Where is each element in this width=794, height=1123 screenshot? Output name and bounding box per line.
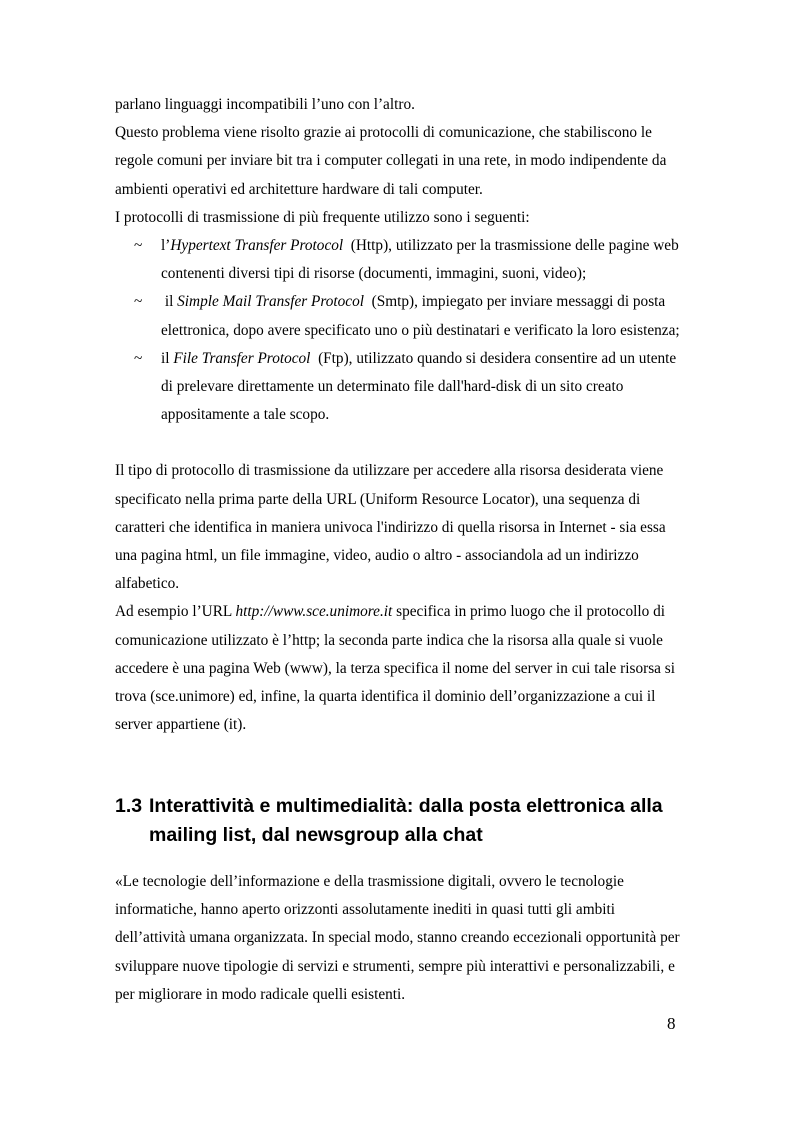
list-item-prefix: l’ [161, 237, 171, 255]
example-url: http://www.sce.unimore.it [235, 603, 393, 621]
paragraph-quote: «Le tecnologie dell’informazione e della trasmissione digitali, ovvero le tecnologie informatiche, hanno aperto orizzonti assolutamente inediti in quasi tutti gli ambiti dell’attività umana organizzata. In special modo, stanno creando eccezionali opportunità per sviluppare nuove tipologie di servizi e strumenti, sempre più interattivi e personalizzabili, e per migliorare in modo radicale quelli esistenti. [115, 873, 680, 1003]
paragraph-url-explanation: Il tipo di protocollo di trasmissione da utilizzare per accedere alla risorsa desiderata viene specificato nella prima parte della URL (Uniform Resource Locator), una sequenza di caratteri che identifica in maniera univoca l'indirizzo di quella risorsa in Internet - sia essa una pagina html, un file immagine, video, audio o altro - associandola ad un indirizzo alfabetico. [115, 462, 666, 593]
paragraph-protocols-intro: Questo problema viene risolto grazie ai protocolli di comunicazione, che stabiliscono le regole comuni per inviare bit tra i computer collegati in una rete, in modo indipendente da ambienti operativi ed architetture hardware di tali computer. [115, 124, 667, 198]
protocol-name: File Transfer Protocol [173, 349, 311, 367]
paragraph-url-example [115, 598, 685, 739]
list-item-text: (Smtp), impiegato per inviare messaggi di posta elettronica, dopo avere specificato uno o più destinatari e verificato la loro esistenza; [161, 293, 680, 339]
url-example-prefix: Ad esempio l’URL [115, 603, 236, 621]
paragraph-protocols-list-intro: I protocolli di trasmissione di più frequente utilizzo sono i seguenti: [115, 208, 530, 226]
section-title: Interattività e multimedialità: dalla posta elettronica alla mailing list, dal newsgroup alla chat [149, 795, 663, 846]
url-example-text: specifica in primo luogo che il protocollo di comunicazione utilizzato è l’http; la seconda parte indica che la risorsa alla quale si vuole accedere è una pagina Web (www), la terza specifica il nome del server in cui tale risorsa si trova (sce.unimore) ed, infine, la quarta identifica il dominio dell’organizzazione a cui il server appartiene (it). [115, 603, 679, 734]
section-number: 1.3 [115, 795, 143, 817]
document-body [115, 91, 685, 739]
bullet-marker: ~ [134, 293, 143, 311]
list-item-prefix: il [161, 293, 178, 311]
protocol-name: Hypertext Transfer Protocol [170, 237, 344, 255]
protocol-name: Simple Mail Transfer Protocol [177, 293, 364, 311]
list-item-http [115, 232, 685, 288]
paragraph-continuation: parlano linguaggi incompatibili l’uno con l’altro. [115, 96, 415, 113]
list-item-ftp [115, 345, 685, 430]
bullet-marker: ~ [134, 237, 143, 255]
paragraph-spacer [115, 429, 685, 457]
list-item-text: (Http), utilizzato per la trasmissione delle pagine web contenenti diversi tipi di risorse (documenti, immagini, suoni, video); [161, 237, 683, 283]
section-heading [115, 792, 685, 850]
list-item-prefix: il [161, 349, 174, 367]
protocol-list [115, 232, 685, 429]
list-item-smtp [115, 288, 685, 344]
list-item-text: (Ftp), utilizzato quando si desidera consentire ad un utente di prelevare direttamente un determinato file dall'hard-disk di un sito creato appositamente a tale scopo. [161, 349, 681, 424]
page-number: 8 [667, 1014, 676, 1033]
bullet-marker: ~ [134, 349, 143, 367]
